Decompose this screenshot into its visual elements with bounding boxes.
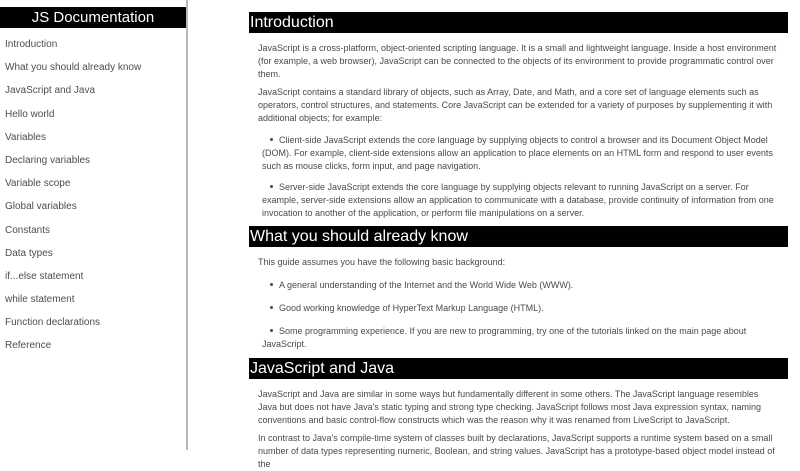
nav-link-list xyxy=(0,33,186,358)
nav-link-declaring-variables[interactable]: Declaring variables xyxy=(5,154,91,166)
bullet-icon xyxy=(270,185,273,188)
nav-link-what-you-should-already-know[interactable]: What you should already know xyxy=(5,62,142,74)
bullet-icon xyxy=(270,306,273,309)
section-paragraph: JavaScript contains a standard library of objects, such as Array, Date, and Math, and a core set of language elements such as operators, control structures, and statements. Core JavaScript can be extended for a variety of purposes by supplementing it with additional objects; for example: xyxy=(258,87,773,123)
section-title: What you should already know xyxy=(249,226,788,247)
section-paragraph: JavaScript is a cross-platform, object-oriented scripting language. It is a small and lightweight language. Inside a host environment (for example, a web browser), JavaScript can be connected to the objects of its environment to provide programmatic control over them. xyxy=(258,43,777,79)
nav-link-introduction[interactable]: Introduction xyxy=(5,39,58,50)
nav-link-reference[interactable]: Reference xyxy=(5,340,52,352)
section-title: JavaScript and Java xyxy=(249,358,788,379)
section-title: Introduction xyxy=(249,12,788,33)
section-introduction xyxy=(249,12,788,220)
nav-link-variable-scope[interactable]: Variable scope xyxy=(5,178,71,190)
section-list xyxy=(258,134,779,220)
bullet-icon xyxy=(270,329,273,332)
section-paragraph: This guide assumes you have the following basic background: xyxy=(258,257,506,267)
nav-link-constants[interactable]: Constants xyxy=(5,224,51,236)
nav-title: JS Documentation xyxy=(0,7,186,28)
bullet-icon xyxy=(270,283,273,286)
sidebar-nav xyxy=(0,0,188,450)
nav-link-global-variables[interactable]: Global variables xyxy=(5,201,77,213)
nav-link-while-statement[interactable]: while statement xyxy=(5,294,75,306)
list-item: Good working knowledge of HyperText Markup Language (HTML). xyxy=(258,302,779,315)
nav-link-variables[interactable]: Variables xyxy=(5,131,46,143)
section-paragraph: In contrast to Java's compile-time system of classes built by declarations, JavaScript supports a runtime system based on a small number of data types representing numeric, Boolean, and string values. JavaScript has a prototype-based object model instead of the xyxy=(258,433,775,469)
nav-link-javascript-and-java[interactable]: JavaScript and Java xyxy=(5,85,96,97)
list-item: Client-side JavaScript extends the core language by supplying objects to control a browser and its Document Object Model (DOM). For example, client-side extensions allow an application to place elements on an HTML form and respond to user events such as mouse clicks, form input, and page navigation. xyxy=(262,135,773,171)
nav-link-hello-world[interactable]: Hello world xyxy=(5,108,55,120)
nav-link-function-declarations[interactable]: Function declarations xyxy=(5,317,101,329)
main-doc xyxy=(249,0,788,469)
list-item: A general understanding of the Internet and the World Wide Web (WWW). xyxy=(258,279,779,292)
section-list xyxy=(258,279,779,351)
section-javascript-and-java xyxy=(249,358,788,471)
list-item: Some programming experience. If you are new to programming, try one of the tutorials linked on the main page about JavaScript. xyxy=(262,326,747,349)
list-item: Server-side JavaScript extends the core language by supplying objects relevant to running JavaScript on a server. For example, server-side extensions allow an application to communicate with a database, provide continuity of information from one invocation to another of the application, or perform file manipulations on a server. xyxy=(262,182,774,218)
section-paragraph: JavaScript and Java are similar in some ways but fundamentally different in some others. The JavaScript language resembles Java but does not have Java's static typing and strong type checking. JavaScript follows most Java expression syntax, naming conventions and basic control-flow constructs which was the reason why it was renamed from LiveScript to JavaScript. xyxy=(258,389,761,425)
section-what-you-should-already-know xyxy=(249,226,788,351)
bullet-icon xyxy=(270,138,273,141)
nav-link-if-else-statement[interactable]: if...else statement xyxy=(5,270,84,282)
nav-link-data-types[interactable]: Data types xyxy=(5,247,53,259)
